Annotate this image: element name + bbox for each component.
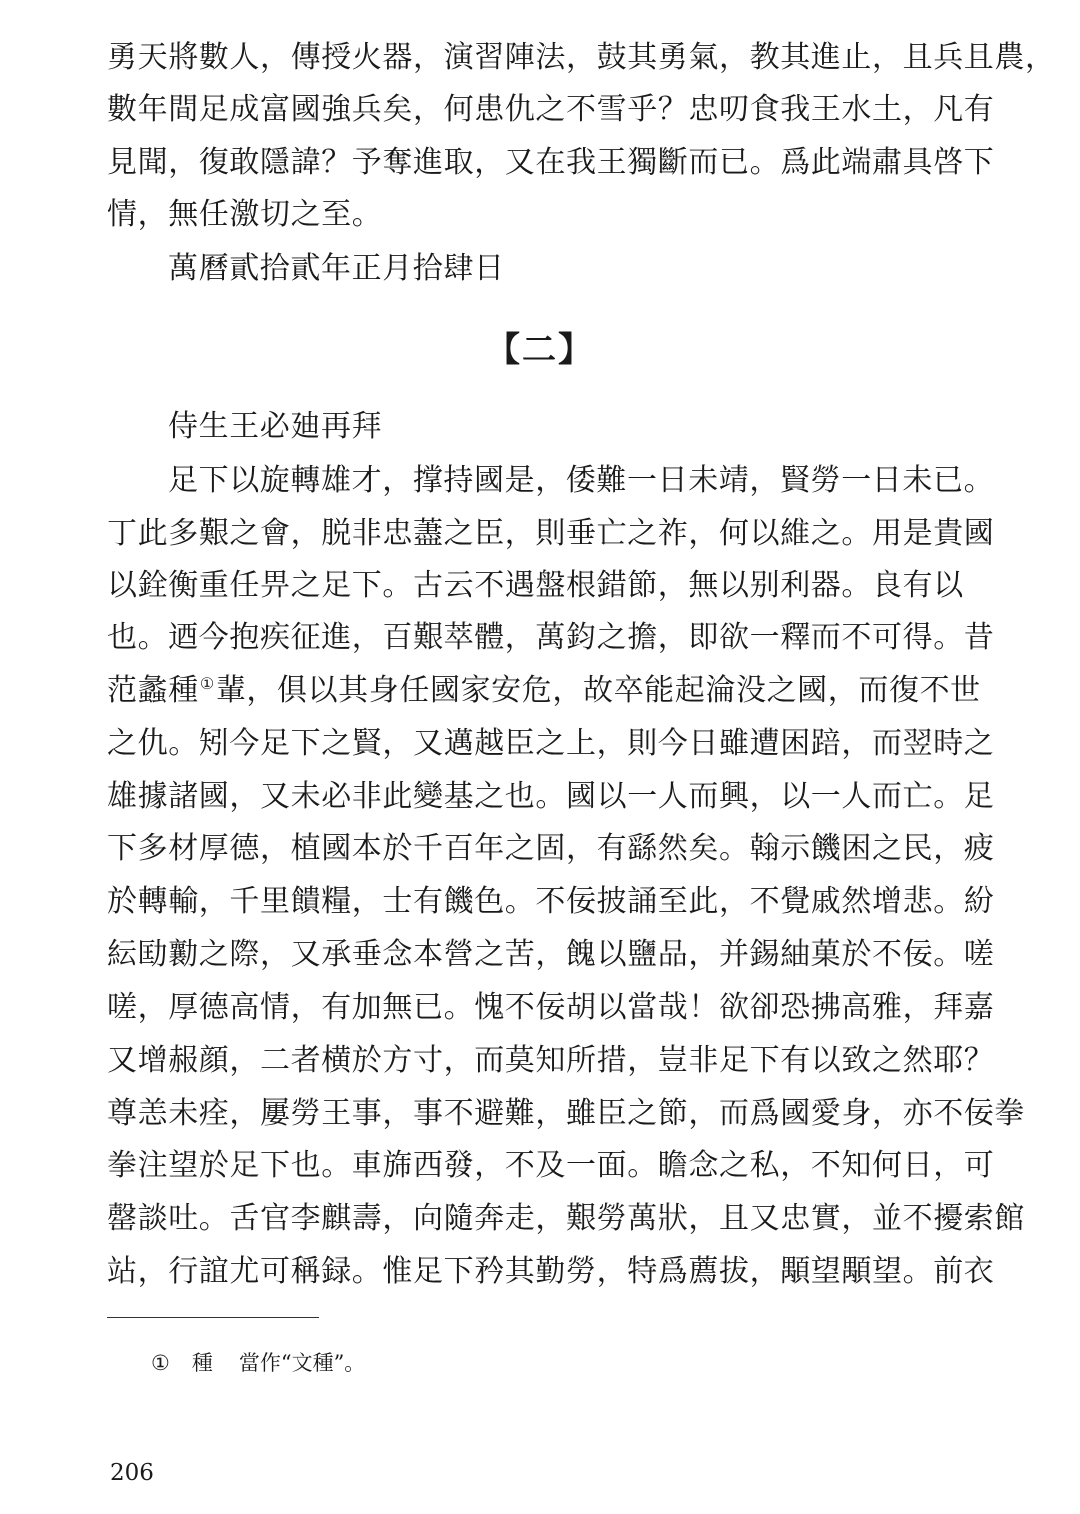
page-number: 206 [110, 1460, 154, 1486]
body-line: 於轉輸，千里饋糧，士有饑色。不佞披誦至此，不覺戚然增悲。紛 [107, 884, 995, 919]
body-line: 丁此多艱之會，脱非忠藎之臣，則垂亡之祚，何以維之。用是貴國 [107, 516, 995, 551]
footnote-divider [107, 1317, 319, 1318]
body-line: 罄談吐。舌官李麒壽，向隨奔走，艱勞萬狀，且又忠實，並不擾索館 [107, 1201, 1025, 1236]
body-line-with-footnote [107, 665, 981, 717]
body-line: 又增赧顔，二者横於方寸，而莫知所措，豈非足下有以致之然耶？ [107, 1043, 995, 1078]
body-line: 足下以旋轉雄才，撑持國是，倭難一日未靖，賢勞一日未已。 [168, 463, 995, 498]
footnote-text: 當作“文種”。 [238, 1351, 366, 1375]
body-line: 以銓衡重任畀之足下。古云不遇盤根錯節，無以别利器。良有以 [107, 568, 964, 603]
line-text: 范蠡種 [107, 673, 199, 708]
letter-salutation: 侍生王必廸再拜 [168, 409, 383, 444]
letter-date: 萬曆貳拾貳年正月拾肆日 [168, 251, 505, 286]
footnote-reference: ① [199, 674, 215, 693]
body-line: 見聞，復敢隱諱？予奪進取，又在我王獨斷而已。爲此端肅具啓下 [107, 145, 995, 180]
body-line: 情，無任激切之至。 [107, 197, 383, 232]
body-line: 雄據諸國，又未必非此變基之也。國以一人而興，以一人而亡。足 [107, 779, 995, 814]
footnote-marker: ① [151, 1351, 170, 1375]
body-line: 紜劻勷之際，又承垂念本營之苦，餽以鹽品，并錫紬菓於不佞。嗟 [107, 937, 995, 972]
line-text: 輩，俱以其身任國家安危，故卒能起淪没之國，而復不世 [215, 673, 981, 708]
footnote [151, 1346, 365, 1380]
body-line: 勇天將數人，傳授火器，演習陣法，鼓其勇氣，教其進止，且兵且農， [107, 40, 1056, 75]
body-line: 數年間足成富國強兵矣，何患仇之不雪乎？忠叨食我王水土，凡有 [107, 92, 995, 127]
body-line: 拳注望於足下也。車旆西發，不及一面。瞻念之私，不知何日，可 [107, 1148, 995, 1183]
section-heading: 【二】 [486, 330, 594, 370]
body-line: 也。迺今抱疾征進，百艱萃體，萬鈞之擔，即欲一釋而不可得。昔 [107, 620, 995, 655]
body-line: 尊恙未痊，屢勞王事，事不避難，雖臣之節，而爲國愛身，亦不佞拳 [107, 1096, 1025, 1131]
body-line: 下多材厚德，植國本於千百年之固，有繇然矣。翰示饑困之民，疲 [107, 831, 995, 866]
body-line: 嗟，厚德高情，有加無已。愧不佞胡以當哉！欲卻恐拂高雅，拜嘉 [107, 990, 995, 1025]
footnote-term: 種 [191, 1351, 213, 1375]
body-line: 之仇。矧今足下之賢，又邁越臣之上，則今日雖遭困踣，而翌時之 [107, 726, 995, 761]
body-line: 站，行誼尤可稱録。惟足下矜其勤勞，特爲薦拔，顒望顒望。前衣 [107, 1254, 995, 1289]
